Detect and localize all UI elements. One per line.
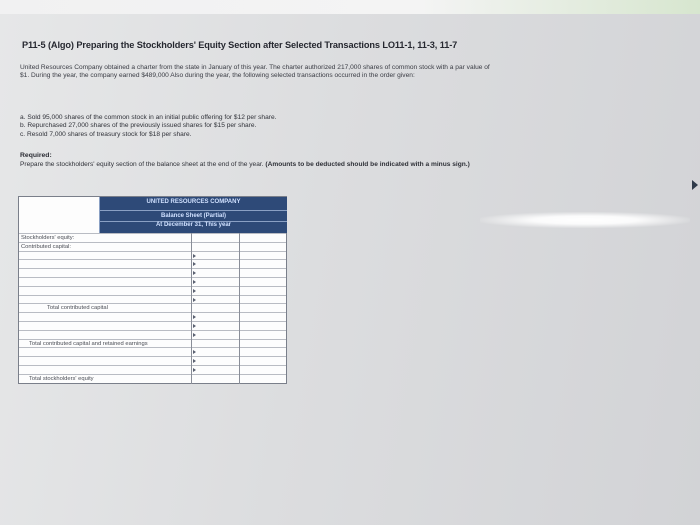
required-text	[20, 161, 510, 169]
amount-input-cell[interactable]	[192, 375, 240, 384]
required-label: Required:	[20, 152, 52, 159]
screen-glare	[480, 212, 690, 228]
transaction-c: c. Resold 7,000 shares of treasury stock for $18 per share.	[20, 130, 192, 138]
row-label: Stockholders' equity:	[21, 235, 75, 241]
column-divider	[191, 233, 192, 383]
transaction-a: a. Sold 95,000 shares of the common stock in an initial public offering for $12 per share.	[20, 114, 277, 121]
dropdown-arrow-icon[interactable]	[193, 324, 196, 328]
dropdown-arrow-icon[interactable]	[193, 289, 196, 293]
dropdown-arrow-icon[interactable]	[193, 280, 196, 284]
statement-name: Balance Sheet (Partial)	[100, 210, 287, 222]
table-header	[99, 197, 287, 233]
problem-title: P11-5 (Algo) Preparing the Stockholders' Equity Section after Selected Transactions LO11-1, 11-3, 11-7	[22, 40, 458, 50]
transactions-list	[20, 114, 276, 139]
dropdown-arrow-icon[interactable]	[193, 359, 196, 363]
row-label: Total stockholders' equity	[29, 375, 94, 382]
browser-top-bar	[0, 0, 700, 14]
column-divider	[239, 233, 240, 383]
statement-date: At December 31, This year	[155, 222, 232, 228]
row-label: Total contributed capital and retained earnings	[29, 340, 148, 347]
dropdown-arrow-icon[interactable]	[193, 333, 196, 337]
dropdown-arrow-icon[interactable]	[193, 262, 196, 266]
dropdown-arrow-icon[interactable]	[193, 315, 196, 319]
transaction-b: b. Repurchased 27,000 shares of the previously issued shares for $15 per share.	[20, 122, 257, 130]
problem-intro: United Resources Company obtained a charter from the state in January of this year. The charter authorized 217,000 shares of common stock with a par value of $1. During the year, the company earned $489,000 Also during the year, the following selected transactions occurred in the order given:	[20, 64, 490, 80]
table-header-spacer	[19, 197, 99, 233]
table-row	[19, 374, 286, 384]
dropdown-arrow-icon[interactable]	[193, 350, 196, 354]
dropdown-arrow-icon[interactable]	[193, 254, 196, 258]
equity-section-table	[18, 196, 287, 384]
required-note: (Amounts to be deducted should be indicated with a minus sign.)	[265, 161, 470, 168]
required-instruction: Prepare the stockholders' equity section of the balance sheet at the end of the year.	[20, 161, 264, 168]
dropdown-arrow-icon[interactable]	[193, 298, 196, 302]
row-label: Contributed capital:	[21, 243, 71, 250]
row-label: Total contributed capital	[47, 305, 108, 312]
company-name: UNITED RESOURCES COMPANY	[146, 199, 241, 205]
dropdown-arrow-icon[interactable]	[193, 368, 196, 372]
next-arrow-icon[interactable]	[692, 180, 698, 190]
dropdown-arrow-icon[interactable]	[193, 271, 196, 275]
